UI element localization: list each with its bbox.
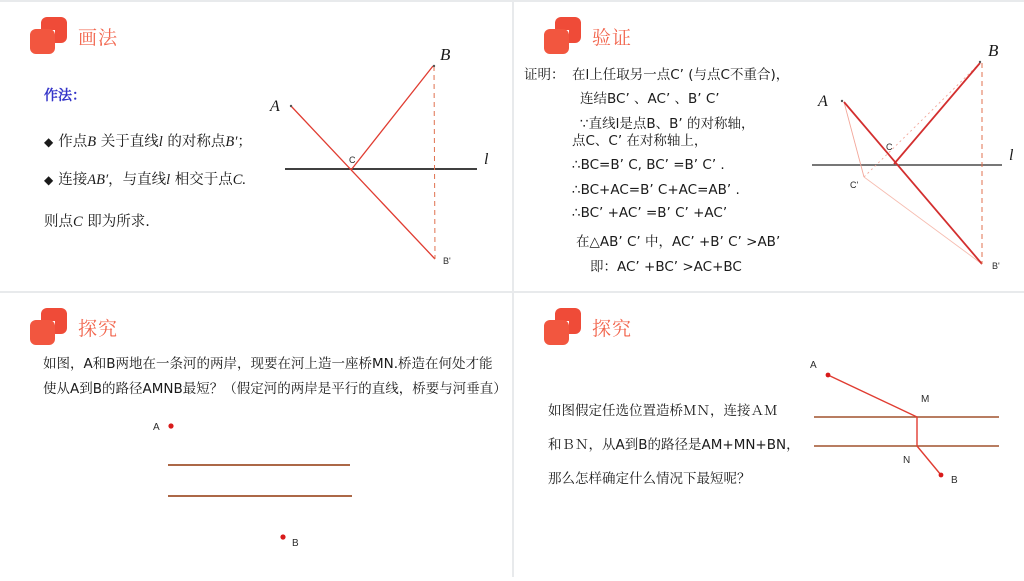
point-a-dot (290, 105, 292, 107)
bullet-1-mid: 关于直线 (96, 134, 159, 150)
path-paragraph-line-3: 那么怎样确定什么情况下最短呢？ (548, 471, 751, 487)
segment-n-to-b (917, 446, 941, 475)
path-paragraph-line-1: 如图假定任选位置造桥ＭＮ，连接ＡＭ (548, 403, 778, 419)
dashed-bb-prime-axis (434, 66, 435, 259)
bullet-1-italic-b: B (87, 134, 97, 150)
bullet-1-italic-l: l (158, 134, 163, 150)
bullet-2-mid: ，与直线 (108, 172, 167, 188)
diagram-bridge-path (802, 355, 1017, 515)
subhead-method: 作法： (44, 88, 86, 104)
segment-c-to-b (351, 66, 433, 170)
proof-line-2: 连结BC’ 、AC’ 、B’ C’ (580, 91, 720, 107)
segment-cprime-to-bprime-faint (864, 177, 982, 264)
segment-a-to-m (828, 375, 917, 417)
bullet-1-post: 的对称点 (162, 134, 226, 150)
proof-line-9: 即：AC’ +BC’ >AC+BC (590, 259, 742, 275)
segment-a-to-bprime (291, 106, 435, 259)
bullet-2-italic-ab: AB′ (87, 172, 109, 188)
brand-logo-icon (542, 16, 584, 56)
brand-logo-icon (28, 16, 70, 56)
bullet-1-pre: 作点 (58, 134, 88, 150)
panel-title: 探究 (592, 317, 633, 340)
bullet-1-italic-bprime: B′ (225, 134, 238, 150)
point-b-dot (280, 534, 285, 539)
bullet-1-tail: ； (237, 134, 252, 150)
bullet-item-1 (44, 130, 252, 151)
proof-line-6: ∴BC+AC=B’ C+AC=AB’ . (572, 182, 740, 198)
label-n: N (903, 455, 911, 466)
panel-draw-method (0, 2, 512, 291)
conclusion-italic-c: C (73, 214, 83, 230)
panel-header-draw-method (28, 16, 118, 56)
point-a-dot (841, 100, 843, 102)
label-a: A (810, 360, 817, 371)
panel-title: 探究 (78, 317, 119, 340)
bullet-2-pre: 连接 (58, 172, 88, 188)
point-b-dot (979, 61, 981, 63)
label-a: A (153, 422, 160, 433)
proof-line-7: ∴BC’ +AC’ =B’ C’ +AC’ (572, 205, 728, 221)
panel-title: 验证 (592, 26, 633, 49)
brand-logo-icon (542, 307, 584, 347)
path-paragraph-line-2: 和ＢＮ，从A到B的路径是AM+MN+BN， (548, 437, 800, 453)
point-b-dot (939, 473, 944, 478)
conclusion-pre: 则点 (44, 214, 73, 230)
segment-c-to-b (894, 63, 980, 164)
label-b: B (440, 45, 451, 64)
conclusion-line (44, 210, 150, 231)
bullet-2-post: 相交于点 (170, 172, 233, 188)
label-a: A (270, 98, 280, 115)
panel-title: 画法 (78, 26, 119, 49)
diagram-reflection-proof (802, 40, 1024, 290)
bullet-2-italic-l: l (166, 172, 171, 188)
problem-paragraph-line-2: 使从A到B的路径AMNB最短？（假定河的两岸是平行的直线，桥要与河垂直） (43, 381, 507, 397)
conclusion-post: 即为所求. (82, 214, 150, 230)
point-b-dot (433, 65, 435, 67)
label-c-prime: C' (850, 180, 859, 190)
bullet-item-2 (44, 168, 246, 189)
label-c: C (886, 142, 893, 152)
brand-logo-icon (28, 307, 70, 347)
label-b-prime: B' (443, 256, 451, 266)
proof-line-4: 点C、C’ 在对称轴上， (572, 133, 708, 149)
panel-explore-path (514, 293, 1024, 581)
label-m: M (921, 394, 930, 405)
proof-line-8: 在△AB’ C’ 中，AC’ +B’ C’ >AB’ (576, 234, 781, 250)
diagram-river-problem (140, 408, 400, 568)
panel-verification (514, 2, 1024, 291)
bullet-marker: ◆ (44, 135, 54, 149)
bullet-marker: ◆ (44, 173, 54, 187)
proof-label: 证明： (524, 67, 565, 83)
segment-cprime-to-b-faint (864, 63, 980, 177)
point-a-dot (826, 373, 831, 378)
label-c: C (349, 155, 356, 165)
diagram-reflection-construction (265, 42, 512, 291)
segment-a-to-bprime (844, 102, 982, 264)
proof-line-1: 在l上任取另一点C’ (与点C不重合)， (572, 67, 790, 83)
bullet-2-italic-c: C. (232, 172, 247, 188)
panel-header-verification (542, 16, 632, 56)
panel-header-explore-problem (28, 307, 118, 347)
label-a: A (818, 93, 828, 110)
label-b: B (951, 475, 958, 486)
label-b: B (988, 41, 999, 60)
label-line-l: l (1009, 147, 1014, 164)
label-b: B (292, 538, 299, 549)
point-a-dot (168, 423, 173, 428)
panel-header-explore-path (542, 307, 632, 347)
label-b-prime: B' (992, 261, 1000, 271)
proof-line-5: ∴BC=B’ C, BC’ =B’ C’ . (572, 157, 725, 173)
proof-line-3: ∵直线l是点B、B’ 的对称轴， (580, 116, 755, 132)
label-line-l: l (484, 151, 489, 168)
problem-paragraph-line-1: 如图，A和B两地在一条河的两岸，现要在河上造一座桥MN.桥造在何处才能 (43, 356, 493, 372)
panel-explore-problem (0, 293, 512, 581)
